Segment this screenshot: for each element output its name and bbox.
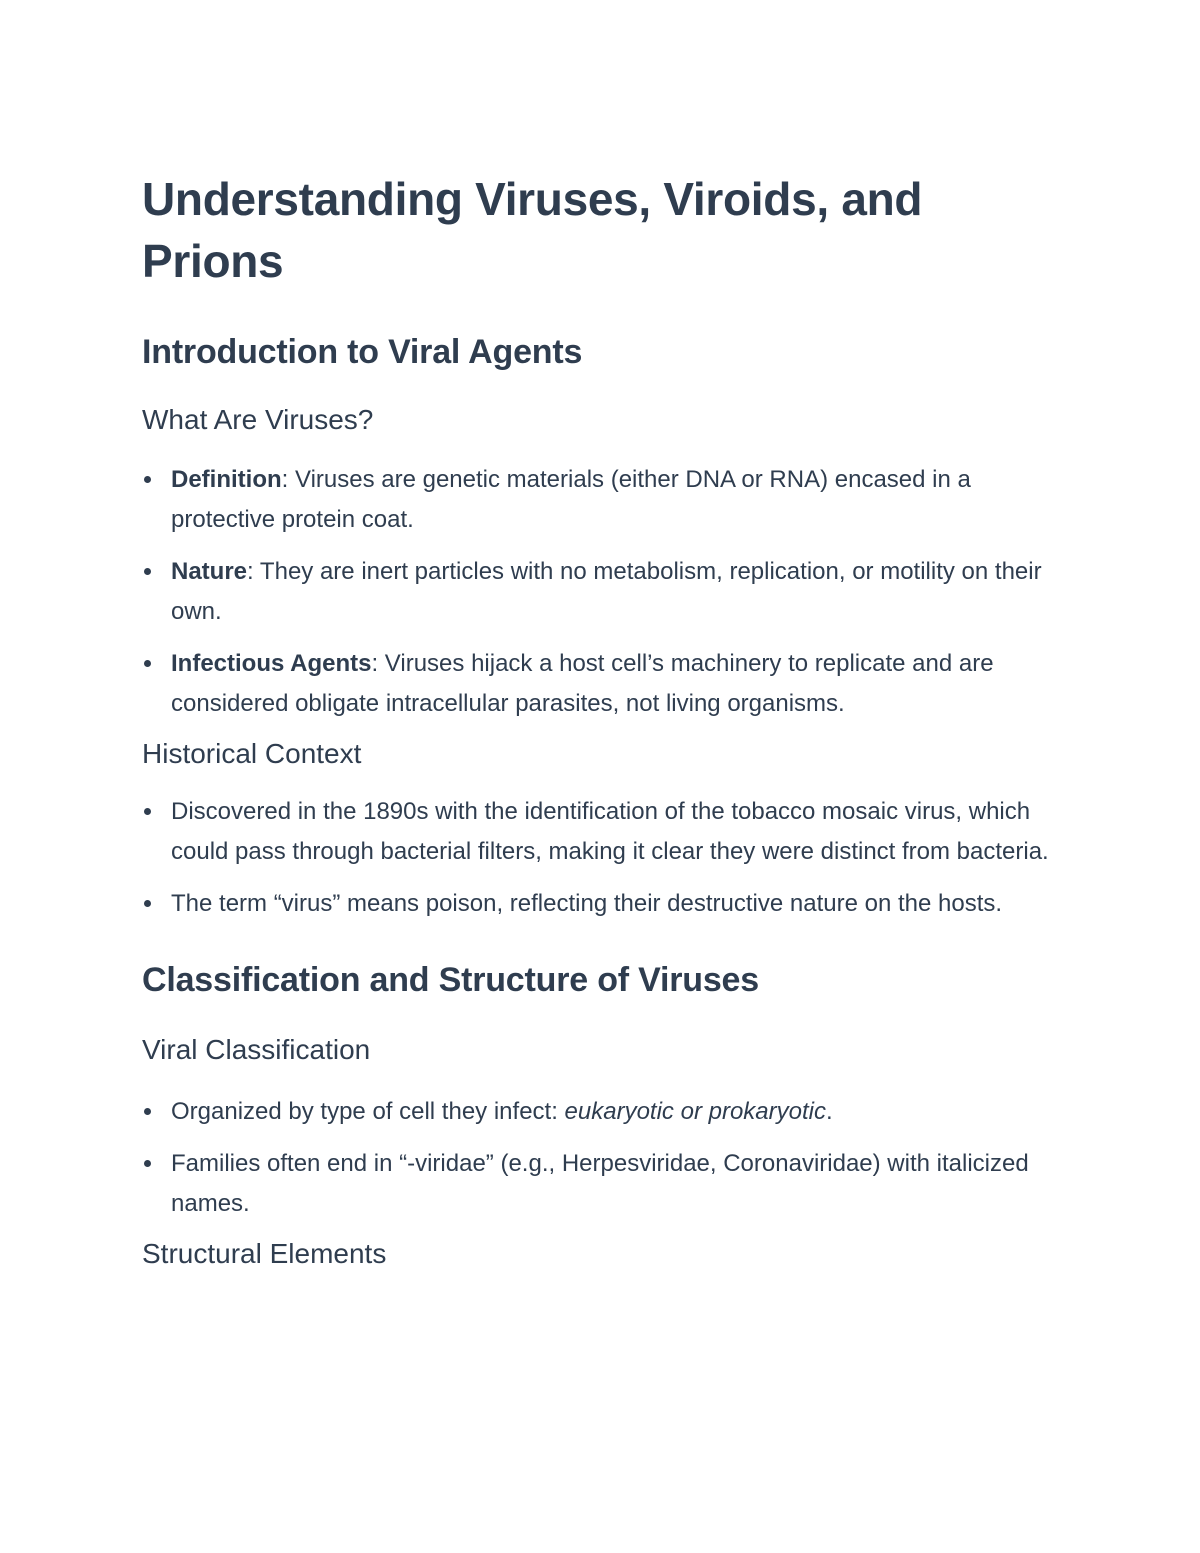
bullet-text: : They are inert particles with no metabolism, replication, or motility on their own. (171, 558, 1042, 625)
list-item (142, 644, 1058, 724)
subsection-heading-viral-classification: Viral Classification (142, 1034, 371, 1065)
section-heading-introduction: Introduction to Viral Agents (142, 333, 583, 371)
bullet-icon (144, 808, 151, 815)
subsection-heading-what-are-viruses: What Are Viruses? (142, 404, 374, 435)
bullet-text-tail: . (825, 1098, 833, 1125)
bullet-text: Organized by type of cell they infect: (171, 1098, 565, 1125)
bullet-list-viral-classification (142, 1092, 1058, 1224)
bullet-list-historical-context (142, 792, 1058, 924)
bullet-icon (144, 900, 151, 907)
bullet-label: Infectious Agents (171, 650, 372, 677)
list-item (142, 1092, 1058, 1132)
bullet-text: The term “virus” means poison, reflecting their destructive nature on the hosts. (171, 890, 1003, 917)
section-heading-classification-structure: Classification and Structure of Viruses (142, 961, 759, 999)
bullet-icon (144, 660, 151, 667)
bullet-text: Discovered in the 1890s with the identification of the tobacco mosaic virus, which could pass through bacterial filters, making it clear they were distinct from bacteria. (171, 798, 1049, 865)
bullet-italic-text: eukaryotic or prokaryotic (564, 1098, 826, 1125)
bullet-text: : Viruses are genetic materials (either DNA or RNA) encased in a protective protein coat. (171, 466, 971, 533)
bullet-list-what-are-viruses (142, 460, 1058, 724)
bullet-text: : Viruses hijack a host cell’s machinery to replicate and are considered obligate intracellular parasites, not living organisms. (171, 650, 994, 717)
bullet-label: Nature (171, 558, 248, 585)
list-item (142, 884, 1058, 924)
bullet-icon (144, 1108, 151, 1115)
subsection-heading-structural-elements: Structural Elements (142, 1238, 387, 1269)
bullet-icon (144, 1160, 151, 1167)
document-title: Understanding Viruses, Viroids, and Prions (142, 173, 923, 287)
list-item (142, 1144, 1058, 1224)
subsection-heading-historical-context: Historical Context (142, 738, 362, 769)
bullet-icon (144, 476, 151, 483)
list-item (142, 552, 1058, 632)
list-item (142, 460, 1058, 540)
bullet-icon (144, 568, 151, 575)
bullet-text: Families often end in “-viridae” (e.g., Herpesviridae, Coronaviridae) with italicized names. (171, 1150, 1029, 1217)
list-item (142, 792, 1058, 872)
bullet-label: Definition (171, 466, 282, 493)
